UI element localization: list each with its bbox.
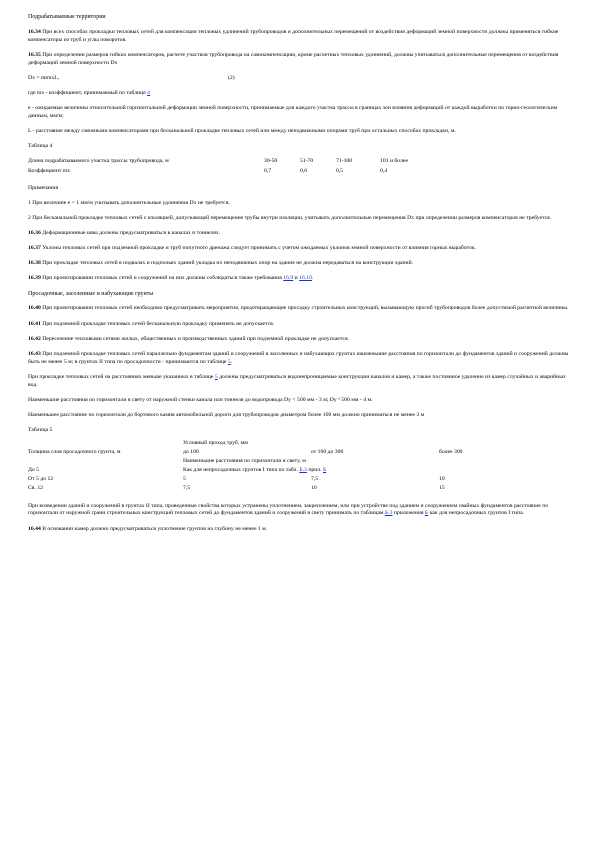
table-row: [28, 485, 568, 494]
table-cell: 51-70: [300, 158, 314, 165]
table-5-title: Таблица 5: [28, 426, 53, 433]
table-cell: Св. 12: [28, 485, 44, 492]
paragraph-text: При прокладке тепловых сетей на расстояниях меньше указанных в таблице: [28, 373, 215, 380]
clause-text: Деформационные швы должны предусматриваться в каналах и тоннелях.: [40, 230, 221, 237]
appendix-b-link[interactable]: Б: [322, 467, 327, 474]
section-heading-undermined: Подрабатываемые территории: [28, 14, 106, 20]
paragraph-16-41: [28, 321, 576, 329]
clause-text: При всех способах прокладки тепловых сетей для компенсации тепловых удлинений трубопроводов и дополнительных перемещений от воздействия деформаций земной поверхности должны применяться гибкие компенсаторы из труб и углы поворотов.: [28, 28, 559, 43]
paragraph-16-39: [28, 275, 576, 283]
paragraph-16-37: [28, 245, 576, 253]
paragraph-type-2-soils: [28, 503, 576, 519]
table-4: [28, 158, 408, 177]
paragraph-16-34: [28, 29, 576, 45]
paragraph-16-38: [28, 260, 576, 268]
clause-number: 16.36: [28, 230, 41, 237]
table-cell: Толщина слоя просадочного грунта, м: [28, 449, 121, 456]
where-epsilon: e - ожидаемые величины относительной горизонтальной деформации земной поверхности, принимаемые для каждого участка трассы в границах зон влияния деформаций от каждой выработки по горно-геологическим данным, мм/м;: [28, 105, 558, 119]
table-row: [28, 158, 408, 167]
note-1: 1 При величине e < 1 мм/м учитывать дополнительные удлинения Dx не требуется.: [28, 199, 230, 206]
clause-number: 16.41: [28, 320, 41, 327]
paragraph-16-36: [28, 230, 576, 238]
where-mx-text: где mx - коэффициент, принимаемый по таблице: [28, 90, 148, 96]
table-4-link[interactable]: 4: [147, 90, 150, 96]
clause-text: В основании камер должно предусматриваться уплотнение грунтов на глубину не менее 1 м.: [40, 525, 268, 532]
table-cell: более 300: [439, 449, 463, 456]
table-cell: [28, 440, 183, 449]
clause-text: При прокладке тепловых сетей в подвалах и подпольях зданий укладка их неподвижных опор на здание не должна передаваться на конструкции зданий.: [40, 260, 414, 267]
cell-text: Как для непросадочных грунтов I типа по табл.: [183, 467, 300, 474]
table-cell: до 100: [183, 449, 199, 456]
table-b3-link[interactable]: Б.3: [299, 467, 307, 474]
clause-text: .: [311, 275, 314, 282]
table-cell: от 100 до 300: [311, 449, 344, 456]
table-row: [28, 440, 568, 449]
where-L: L - расстояние между смежными компенсаторами при бесканальной прокладке тепловых сетей или между неподвижными опорами труб при остальных способах прокладки, м.: [28, 128, 456, 135]
paragraph-text: При возведении зданий и сооружений в грунтах II типа, проведенные свойства которых устранены уплотнением, закреплением, или при устройстве под зданием и сооружением свайных фундаментов расстояние по горизонтали от наружной грани строительных конструкций тепловых сетей до фундаментов зданий и сооружений в свету принимать по таблицам: [28, 502, 549, 517]
table-5: [28, 440, 568, 495]
clause-16-9-link[interactable]: 16.9: [283, 275, 294, 282]
cell-text: прил.: [306, 467, 323, 474]
clause-text: .: [230, 358, 233, 365]
clause-text: При подземной прокладке тепловых сетей бесканальную прокладку применять не допускается.: [40, 320, 275, 327]
table-cell: [183, 467, 568, 476]
table-cell: 10: [439, 476, 445, 483]
table-cell: 0,7: [264, 167, 272, 174]
clause-text: и: [293, 275, 300, 282]
clause-number: 16.39: [28, 275, 41, 282]
paragraph-16-40: [28, 305, 576, 313]
formula-2: [28, 75, 576, 83]
clause-text: При проектировании тепловых сетей и сооружений на них должны соблюдаться также требования: [40, 275, 284, 282]
paragraph-text: как для непросадочных грунтов I типа.: [428, 510, 525, 517]
table-b3-link[interactable]: Б.3: [384, 510, 393, 517]
table-cell: 0,6: [300, 167, 308, 174]
clause-16-10-link[interactable]: 16.10: [299, 275, 312, 282]
table-cell: 7,5: [311, 476, 319, 483]
clause-text: При определении размеров гибких компенсаторов, расчете участков трубопровода на самокомпенсацию, кроме расчетных тепловых удлинений, должны учитываться дополнительные перемещения от воздействия деформаций земной поверхности Dx: [28, 51, 559, 66]
clause-text: Уклоны тепловых сетей при подземной прокладке и труб попутного дренажа следует принимать с учетом ожидаемых уклонов земной поверхности от влияния горных выработок.: [40, 245, 477, 252]
paragraph-16-42: [28, 336, 576, 344]
table-cell: 10: [311, 485, 317, 492]
table-cell: До 5: [28, 467, 39, 474]
table-cell: От 5 до 12: [28, 476, 54, 483]
table-cell: 30-50: [264, 158, 278, 165]
table-5-link[interactable]: 5: [227, 358, 231, 365]
paragraph-text: должны предусматриваться водонепроницаемые конструкции каналов и камер, а также постоянное удаление из камер случайных и аварийных вод.: [28, 373, 566, 388]
table-row: [28, 168, 408, 177]
table-cell: 101 и более: [380, 158, 408, 165]
table-group-header: Условный проход труб, мм: [183, 440, 248, 446]
table-row: [28, 458, 568, 467]
clause-number: 16.37: [28, 245, 41, 252]
appendix-b-link[interactable]: Б: [424, 510, 429, 517]
clause-text: Пересечение тепловыми сетями жилых, общественных и производственных зданий при подземной прокладке не допускается.: [40, 335, 349, 342]
table-4-title: Таблица 4: [28, 143, 53, 150]
table-row: [28, 467, 568, 476]
paragraph-16-35: [28, 52, 576, 68]
clause-text: При подземной прокладке тепловых сетей параллельно фундаментам зданий и сооружений в засоленных и набухающих грунтах наименьшие расстояния по горизонтали до фундаментов зданий и сооружений должны быть не менее 5 м; в грунтах II типа по просадочности - принимаются по таблице: [28, 350, 569, 365]
where-mx: [28, 90, 576, 98]
note-2: 2 При бесканальной прокладке тепловых сетей с изоляцией, допускающей перемещение трубы внутри изоляции, учитывать дополнительные перемещения Dx при определении размеров компенсаторов не требуется.: [28, 215, 552, 222]
clause-text: При проектировании тепловых сетей необходимо предусматривать мероприятия, предотвращающие просадку строительных конструкций, вызывающую прогиб трубопроводов более допустимой расчетной величины.: [40, 305, 569, 312]
table-5-link[interactable]: 5: [214, 373, 218, 380]
table-dist-header: Наименьшие расстояния по горизонтали в свету, м: [183, 458, 306, 465]
paragraph-text: приложения: [392, 510, 425, 517]
notes-title: Примечания: [28, 184, 59, 191]
table-row: [28, 449, 568, 458]
paragraph-16-44: [28, 526, 576, 534]
paragraph-road-distance: Наименьшее расстояние по горизонтали до бортового камня автомобильной дороги для трубопроводов диаметром более 100 мм должно приниматься не менее 3 м: [28, 411, 425, 418]
table-cell: 7,5: [183, 485, 191, 492]
formula-number: (2): [228, 74, 235, 81]
clause-number: 16.43: [28, 350, 41, 357]
clause-number: 16.38: [28, 260, 41, 267]
table-cell: 0,5: [336, 167, 344, 174]
table-cell: 5: [183, 476, 186, 483]
table-cell: [28, 458, 183, 467]
clause-number: 16.44: [28, 525, 41, 532]
paragraph-min-distance: Наименьшие расстояния по горизонтали в свету от наружной стенки канала или тоннеля до водопровода Dy < 500 мм - 3 м; Dy ³ 500 мм - 4 м.: [28, 396, 373, 403]
section-heading-soils: Просадочные, засоленные и набухающие грунты: [28, 290, 154, 297]
table-cell: 0,4: [380, 167, 388, 174]
clause-number: 16.42: [28, 335, 41, 342]
table-cell: 15: [439, 485, 445, 492]
table-cell: 71-100: [336, 158, 353, 165]
paragraph-waterproof: [28, 374, 576, 390]
paragraph-16-43: [28, 351, 576, 367]
clause-number: 16.34: [28, 28, 41, 35]
formula-expression: Dx = mtmxL,: [28, 74, 60, 81]
clause-number: 16.40: [28, 305, 41, 312]
document-page: [28, 14, 576, 541]
table-cell: Длина подрабатываемого участка трассы трубопровода, м: [28, 158, 169, 165]
table-cell: Коэффициент mx: [28, 167, 71, 174]
clause-number: 16.35: [28, 51, 41, 58]
table-row: [28, 476, 568, 485]
